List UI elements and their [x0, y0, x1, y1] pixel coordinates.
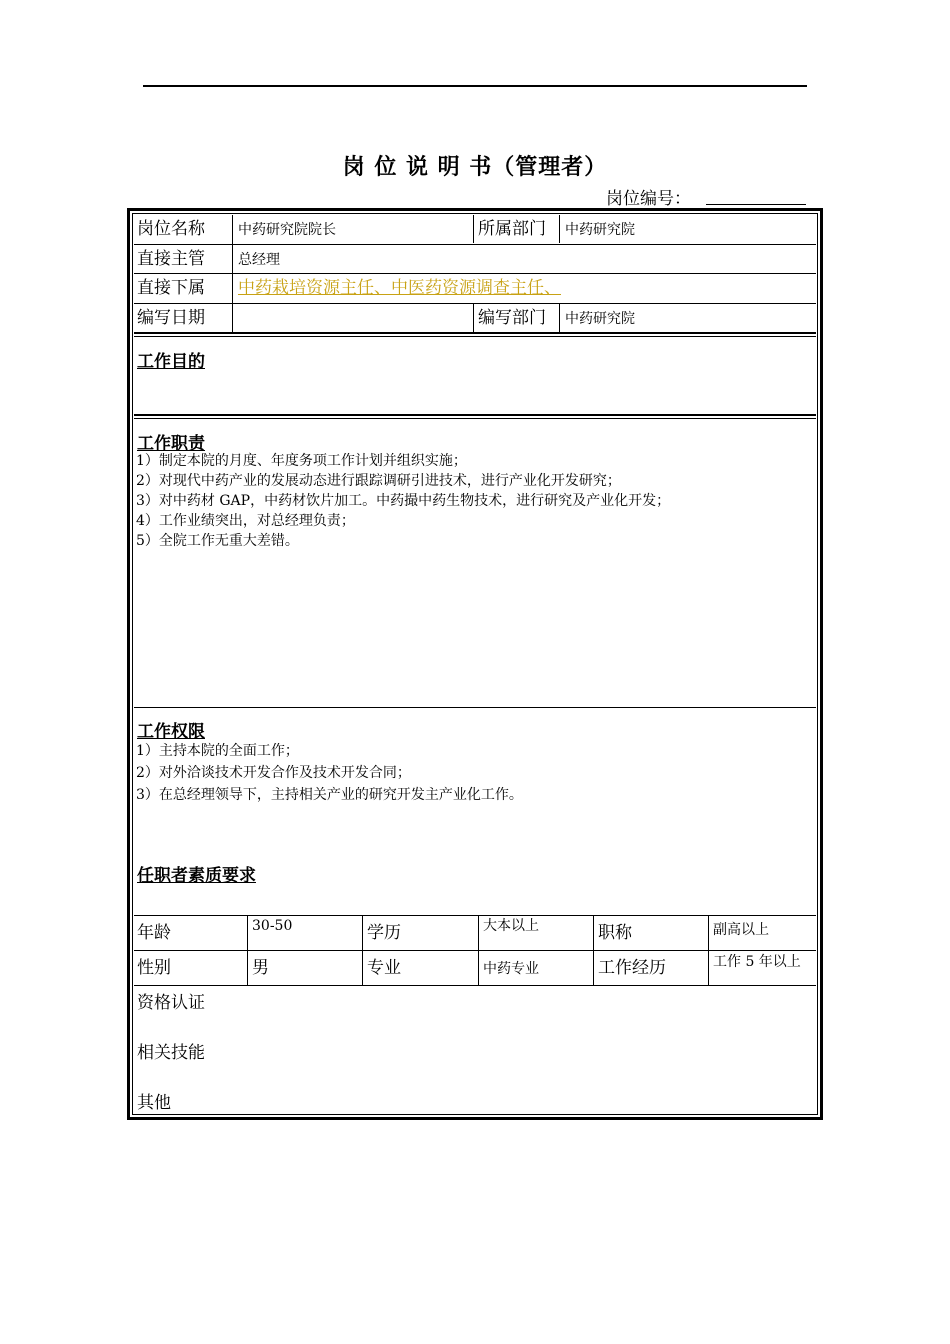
- grid-line: [362, 915, 363, 985]
- list-item: 2）对外洽谈技术开发合作及技术开发合同；: [136, 765, 411, 781]
- age-value: 30-50: [252, 918, 293, 934]
- authority-list: [136, 740, 523, 806]
- certification-label: 资格认证: [137, 993, 205, 1013]
- gender-value: 男: [252, 958, 269, 978]
- skills-label: 相关技能: [137, 1043, 205, 1063]
- list-item: 1）制定本院的月度、年度务项工作计划并组织实施；: [136, 453, 467, 469]
- subordinate-label: 直接下属: [137, 278, 205, 298]
- experience-value: 工作 5 年以上: [713, 954, 801, 970]
- grid-line: [593, 915, 594, 985]
- supervisor-value: 总经理: [238, 252, 280, 268]
- list-item: 5）全院工作无重大差错。: [136, 533, 299, 549]
- position-code-label: 岗位编号：: [606, 189, 691, 209]
- list-item: 4）工作业绩突出，对总经理负责；: [136, 513, 355, 529]
- education-label: 学历: [367, 923, 401, 943]
- header-rule: [143, 85, 807, 87]
- grid-line: [559, 303, 560, 332]
- section-divider: [134, 414, 816, 419]
- age-label: 年龄: [137, 923, 171, 943]
- row-divider: [134, 273, 816, 274]
- list-item: 3）在总经理领导下，主持相关产业的研究开发主产业化工作。: [136, 787, 523, 803]
- grid-line: [473, 303, 474, 332]
- writer-department-value: 中药研究院: [565, 311, 635, 327]
- purpose-heading: 工作目的: [137, 352, 205, 372]
- job-description-form: [127, 208, 823, 1120]
- department-label: 所属部门: [478, 219, 546, 239]
- authority-heading: 工作权限: [137, 722, 205, 742]
- department-value: 中药研究院: [565, 222, 635, 238]
- position-name-value: 中药研究院院长: [238, 222, 336, 238]
- supervisor-label: 直接主管: [137, 249, 205, 269]
- duties-list: [136, 451, 670, 551]
- row-divider: [134, 950, 816, 951]
- row-divider: [134, 985, 816, 986]
- row-divider: [134, 915, 816, 916]
- grid-line: [247, 915, 248, 985]
- grid-line: [708, 915, 709, 985]
- list-item: 2）对现代中药产业的发展动态进行跟踪调研引进技术，进行产业化开发研究；: [136, 473, 621, 489]
- page-title: 岗 位 说 明 书（管理者）: [342, 155, 608, 180]
- writer-department-label: 编写部门: [478, 308, 546, 328]
- education-value: 大本以上: [483, 918, 539, 934]
- subordinate-link[interactable]: 中药栽培资源主任、中医药资源调查主任、: [238, 278, 561, 298]
- professional-title-value: 副高以上: [713, 922, 769, 938]
- position-code-blank[interactable]: [706, 204, 806, 205]
- other-label: 其他: [137, 1093, 171, 1113]
- section-divider: [134, 332, 816, 337]
- row-divider: [134, 244, 816, 245]
- list-item: 1）主持本院的全面工作；: [136, 743, 299, 759]
- date-label: 编写日期: [137, 308, 205, 328]
- experience-label: 工作经历: [598, 958, 666, 978]
- major-value: 中药专业: [483, 961, 539, 977]
- duties-heading: 工作职责: [137, 434, 205, 454]
- position-name-label: 岗位名称: [137, 219, 205, 239]
- grid-line: [559, 215, 560, 243]
- gender-label: 性别: [137, 958, 171, 978]
- grid-line: [478, 915, 479, 985]
- section-divider: [134, 707, 816, 708]
- list-item: 3）对中药材 GAP，中药材饮片加工。中药撮中药生物技术，进行研究及产业化开发；: [136, 493, 671, 509]
- requirements-heading: 任职者素质要求: [137, 866, 256, 886]
- major-label: 专业: [367, 958, 401, 978]
- grid-line: [473, 215, 474, 243]
- row-divider: [134, 303, 816, 304]
- professional-title-label: 职称: [598, 923, 632, 943]
